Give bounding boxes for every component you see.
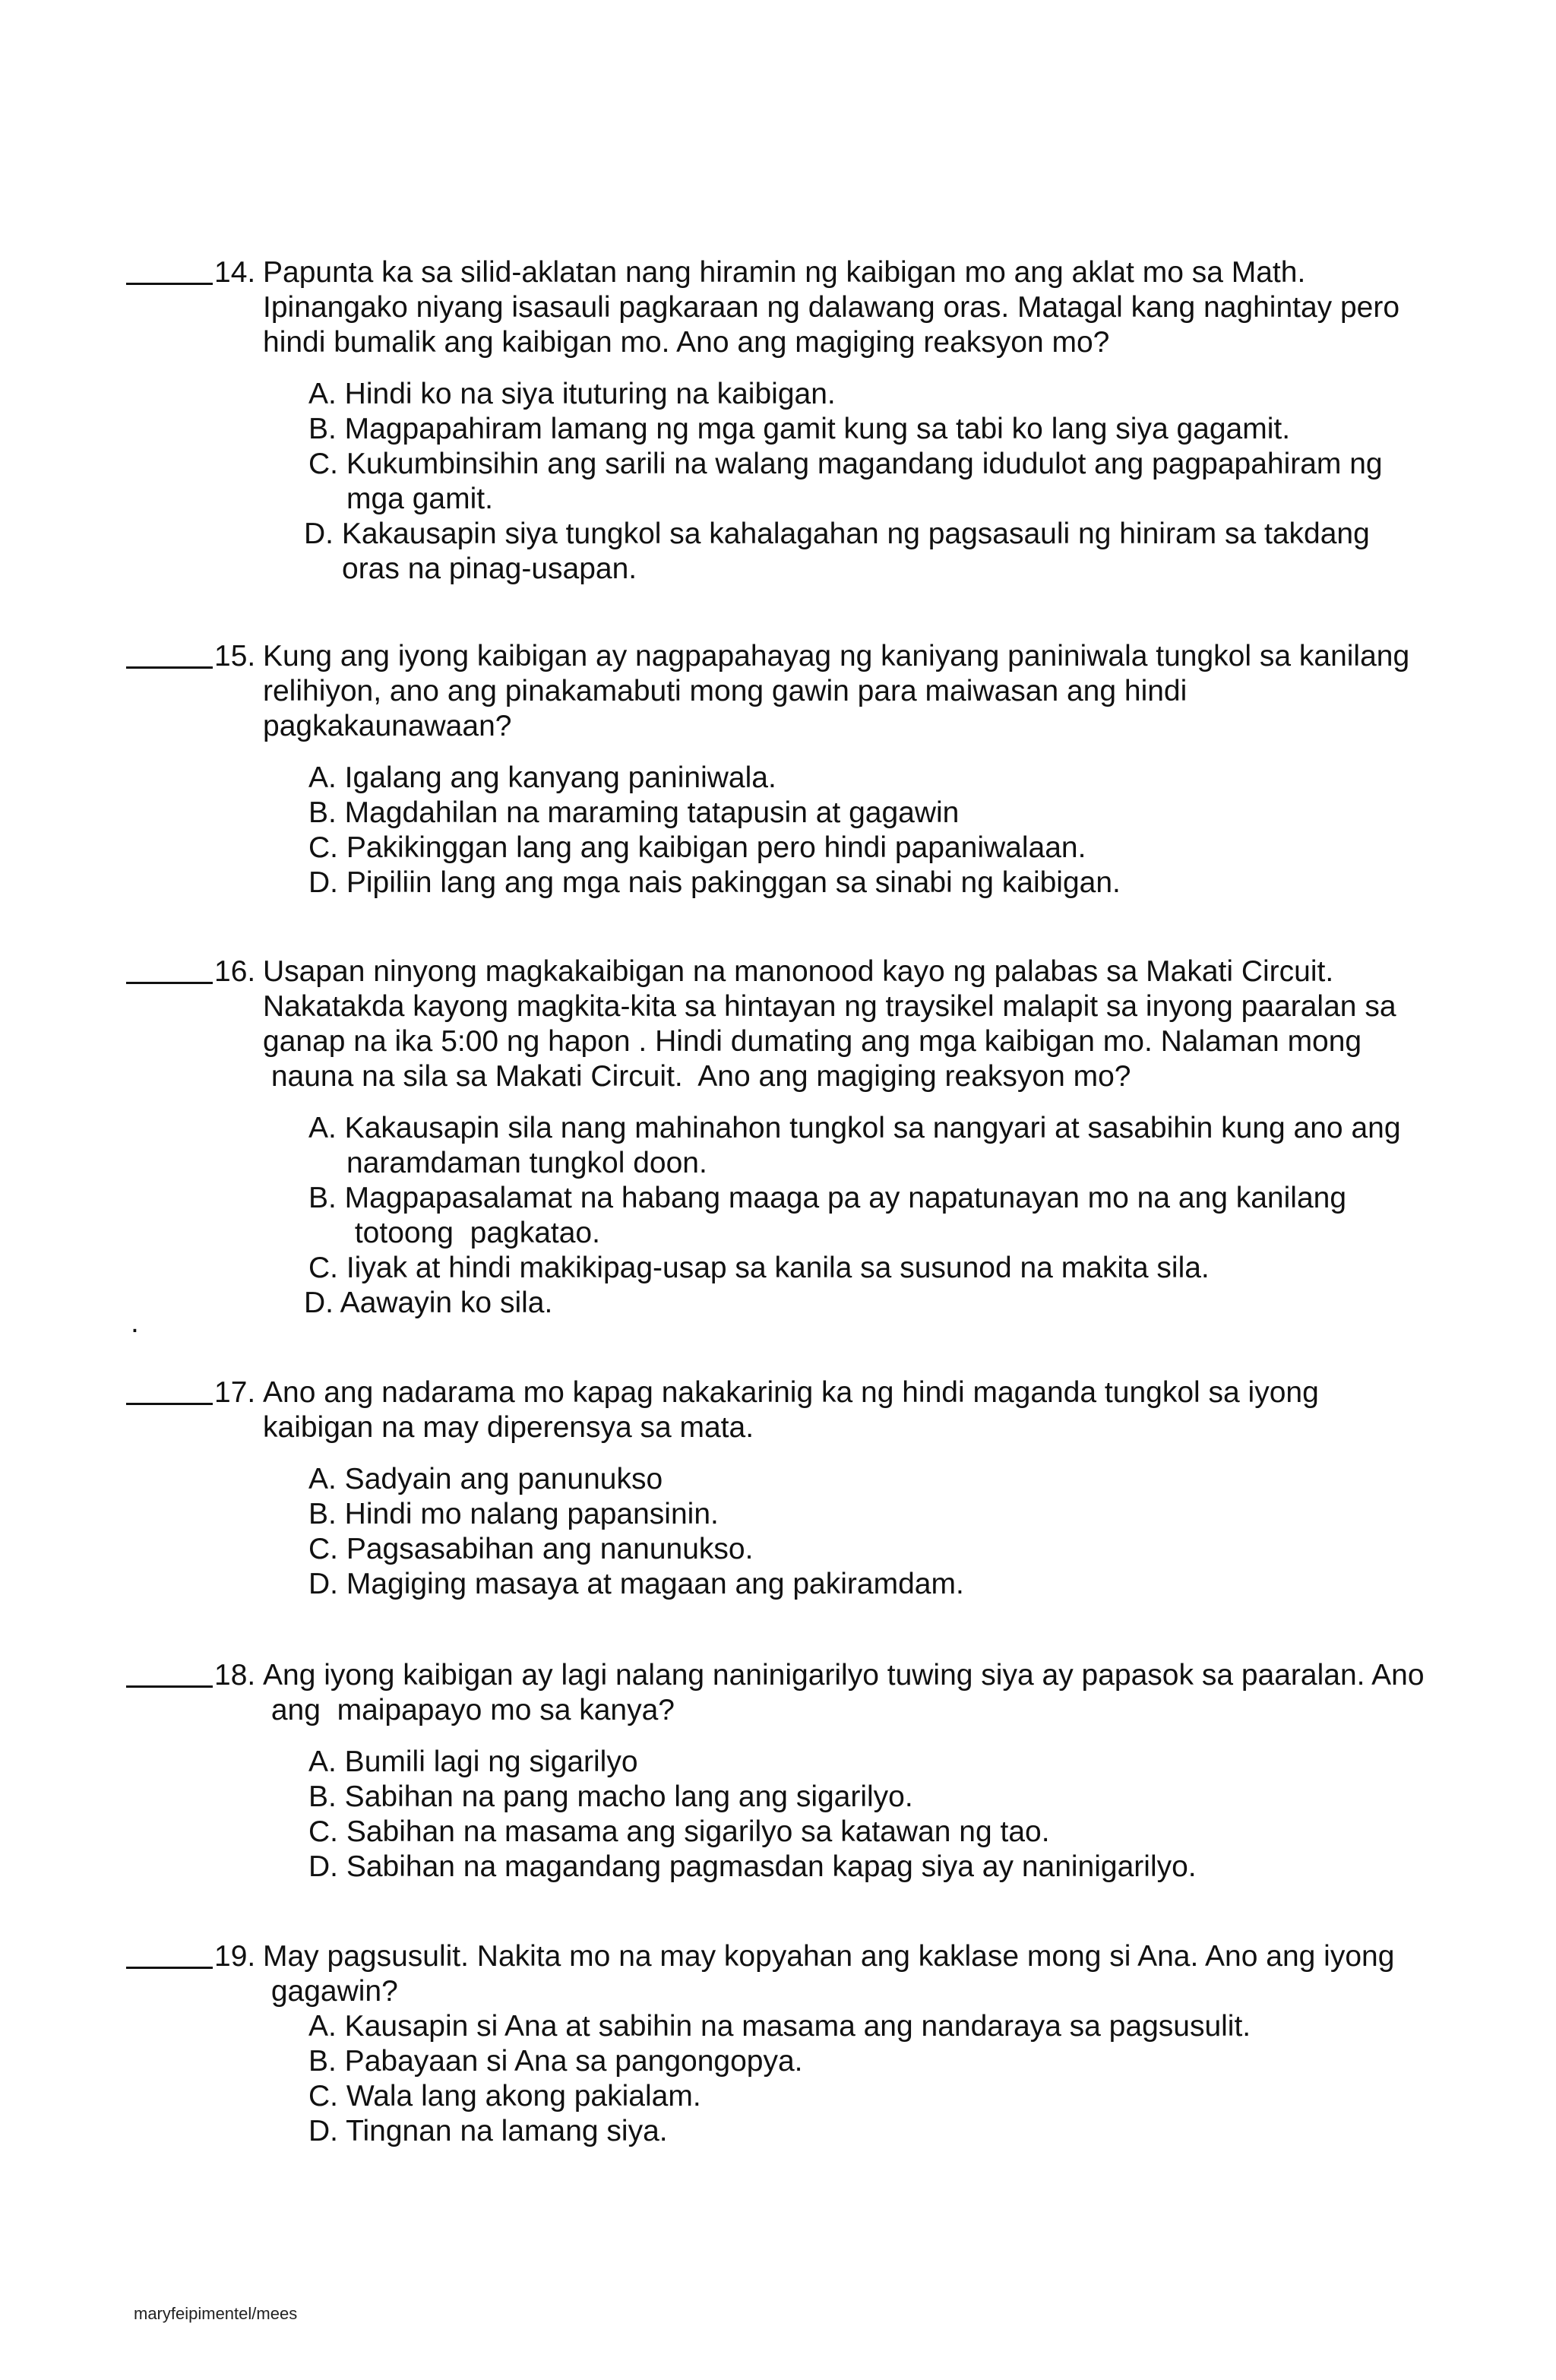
question-number: 17. <box>214 1376 256 1409</box>
question-19 <box>126 1939 1494 2149</box>
options-list <box>126 2009 1494 2149</box>
option-c: C. Kukumbinsihin ang sarili na walang magandang idudulot ang pagpapahiram ng mga gamit. <box>308 447 1494 517</box>
option-b: B. Hindi mo nalang papansinin. <box>308 1498 719 1530</box>
question-text-line: ang maipapayo mo sa kanya? <box>263 1694 675 1726</box>
question-text-line: Kung ang iyong kaibigan ay nagpapahayag ng kaniyang paniniwala tungkol sa kanilang <box>263 640 1410 673</box>
options-list <box>126 1745 1494 1885</box>
option-c: C. Wala lang akong pakialam. <box>308 2080 701 2113</box>
option-b: B. Pabayaan si Ana sa pangongopya. <box>308 2045 803 2078</box>
question-stem <box>126 1375 1494 1445</box>
option-c: C. Pakikinggan lang ang kaibigan pero hindi papaniwalaan. <box>308 831 1086 864</box>
option-continuation: totoong pagkatao. <box>346 1217 600 1249</box>
question-stem <box>126 639 1494 744</box>
answer-blank[interactable] <box>126 954 213 984</box>
footer-credit: maryfeipimentel/mees <box>134 2304 298 2323</box>
question-text-line: nauna na sila sa Makati Circuit. Ano ang magiging reaksyon mo? <box>263 1060 1131 1093</box>
question-stem <box>126 1939 1494 2009</box>
question-text-line: ganap na ika 5:00 ng hapon . Hindi dumating ang mga kaibigan mo. Nalaman mong <box>263 1025 1362 1058</box>
answer-blank[interactable] <box>126 1658 213 1688</box>
question-text-line: Nakatakda kayong magkita-kita sa hintayan ng traysikel malapit sa inyong paaralan sa <box>263 990 1396 1023</box>
question-15 <box>126 639 1494 900</box>
question-16 <box>126 954 1494 1339</box>
option-c: C. Pagsasabihan ang nanunukso. <box>308 1533 754 1565</box>
question-text-line: kaibigan na may diperensya sa mata. <box>263 1411 754 1444</box>
option-continuation: mga gamit. <box>346 483 493 515</box>
question-number: 19. <box>214 1940 256 1973</box>
answer-blank[interactable] <box>126 255 213 285</box>
question-stem <box>126 255 1494 360</box>
option-continuation: naramdaman tungkol doon. <box>346 1147 707 1179</box>
stray-dot: . <box>131 1306 139 1339</box>
options-list <box>126 377 1494 587</box>
options-list <box>126 1462 1494 1602</box>
question-text-line: hindi bumalik ang kaibigan mo. Ano ang magiging reaksyon mo? <box>263 326 1110 359</box>
question-14 <box>126 255 1494 587</box>
option-a: A. Sadyain ang panunukso <box>308 1463 663 1495</box>
option-b: B. Magpapahiram lamang ng mga gamit kung sa tabi ko lang siya gagamit. <box>308 413 1291 445</box>
question-text-line: Ang iyong kaibigan ay lagi nalang naninigarilyo tuwing siya ay papasok sa paaralan. Ano <box>263 1659 1425 1692</box>
option-b: B. Sabihan na pang macho lang ang sigarilyo. <box>308 1780 913 1813</box>
option-d: D. Tingnan na lamang siya. <box>308 2115 668 2147</box>
question-number: 14. <box>214 256 256 289</box>
option-a: A. Kakausapin sila nang mahinahon tungkol sa nangyari at sasabihin kung ano ang naramdaman tungkol doon. <box>308 1111 1494 1181</box>
option-c: C. Iiyak at hindi makikipag-usap sa kanila sa susunod na makita sila. <box>308 1252 1210 1284</box>
question-stem <box>126 1658 1494 1728</box>
answer-blank[interactable] <box>126 1939 213 1969</box>
question-text-line: May pagsusulit. Nakita mo na may kopyahan ang kaklase mong si Ana. Ano ang iyong <box>263 1940 1395 1973</box>
options-list <box>126 1111 1494 1321</box>
question-text-line: pagkakaunawaan? <box>263 710 512 742</box>
question-text-line: Ano ang nadarama mo kapag nakakarinig ka ng hindi maganda tungkol sa iyong <box>263 1376 1319 1409</box>
option-d: D. Kakausapin siya tungkol sa kahalagahan ng pagsasauli ng hiniram sa takdang oras na pinag-usapan. <box>304 517 1494 587</box>
options-list <box>126 761 1494 900</box>
question-text-line: Usapan ninyong magkakaibigan na manonood kayo ng palabas sa Makati Circuit. <box>263 955 1334 988</box>
option-continuation: oras na pinag-usapan. <box>342 552 637 585</box>
option-a: A. Bumili lagi ng sigarilyo <box>308 1745 638 1778</box>
option-c: C. Sabihan na masama ang sigarilyo sa katawan ng tao. <box>308 1815 1050 1848</box>
question-stem <box>126 954 1494 1094</box>
option-b: B. Magpapasalamat na habang maaga pa ay napatunayan mo na ang kanilang totoong pagkatao. <box>308 1181 1494 1251</box>
question-17 <box>126 1375 1494 1602</box>
option-d: D. Aawayin ko sila. <box>304 1287 553 1319</box>
question-18 <box>126 1658 1494 1885</box>
option-b: B. Magdahilan na maraming tatapusin at gagawin <box>308 796 960 829</box>
question-text-line: gagawin? <box>263 1975 398 2008</box>
question-text-line: relihiyon, ano ang pinakamabuti mong gawin para maiwasan ang hindi <box>263 675 1188 707</box>
option-d: D. Magiging masaya at magaan ang pakiramdam. <box>308 1568 964 1600</box>
question-number: 16. <box>214 955 256 988</box>
option-a: A. Hindi ko na siya ituturing na kaibigan. <box>308 378 836 410</box>
option-d: D. Pipiliin lang ang mga nais pakinggan sa sinabi ng kaibigan. <box>308 866 1121 899</box>
question-number: 18. <box>214 1659 256 1692</box>
question-number: 15. <box>214 640 256 673</box>
option-d: D. Sabihan na magandang pagmasdan kapag siya ay naninigarilyo. <box>308 1850 1197 1883</box>
question-text-line: Ipinangako niyang isasauli pagkaraan ng dalawang oras. Matagal kang naghintay pero <box>263 291 1400 324</box>
answer-blank[interactable] <box>126 639 213 669</box>
option-a: A. Igalang ang kanyang paniniwala. <box>308 761 776 794</box>
answer-blank[interactable] <box>126 1375 213 1405</box>
question-text-line: Papunta ka sa silid-aklatan nang hiramin ng kaibigan mo ang aklat mo sa Math. <box>263 256 1306 289</box>
option-a: A. Kausapin si Ana at sabihin na masama ang nandaraya sa pagsusulit. <box>308 2010 1251 2043</box>
